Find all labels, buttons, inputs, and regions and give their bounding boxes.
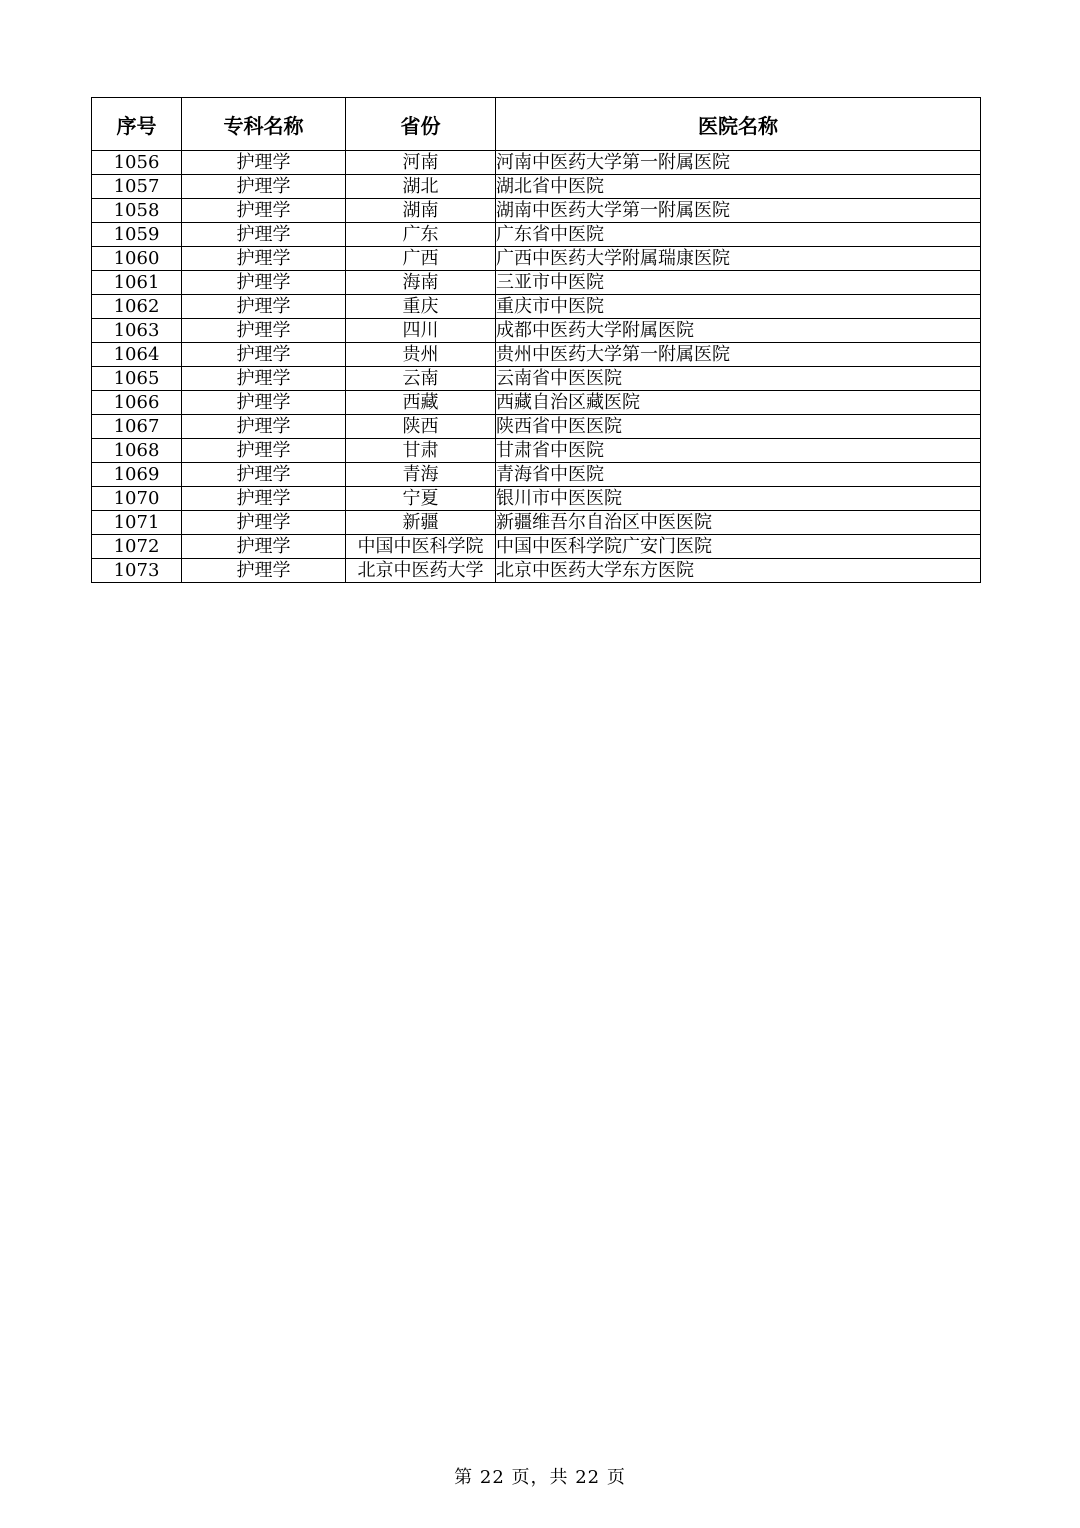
- cell-hospital: 湖南中医药大学第一附属医院: [496, 199, 981, 223]
- table-row: [92, 487, 981, 511]
- cell-index: 1068: [92, 439, 182, 463]
- cell-hospital: 中国中医科学院广安门医院: [496, 535, 981, 559]
- header-hospital: 医院名称: [496, 98, 981, 151]
- cell-province: 湖南: [346, 199, 496, 223]
- cell-hospital: 云南省中医医院: [496, 367, 981, 391]
- cell-province: 北京中医药大学: [346, 559, 496, 583]
- cell-specialty: 护理学: [182, 439, 346, 463]
- cell-hospital: 三亚市中医院: [496, 271, 981, 295]
- cell-province: 湖北: [346, 175, 496, 199]
- page-number: 第 22 页，共 22 页: [454, 1467, 626, 1488]
- header-row: [92, 98, 981, 151]
- table-row: [92, 199, 981, 223]
- cell-hospital: 重庆市中医院: [496, 295, 981, 319]
- cell-index: 1066: [92, 391, 182, 415]
- cell-province: 中国中医科学院: [346, 535, 496, 559]
- cell-province: 青海: [346, 463, 496, 487]
- cell-specialty: 护理学: [182, 535, 346, 559]
- cell-province: 广东: [346, 223, 496, 247]
- cell-index: 1060: [92, 247, 182, 271]
- cell-hospital: 贵州中医药大学第一附属医院: [496, 343, 981, 367]
- cell-specialty: 护理学: [182, 151, 346, 175]
- cell-province: 贵州: [346, 343, 496, 367]
- cell-specialty: 护理学: [182, 415, 346, 439]
- table-row: [92, 319, 981, 343]
- cell-specialty: 护理学: [182, 391, 346, 415]
- hospital-table: [91, 97, 981, 583]
- table-row: [92, 463, 981, 487]
- header-specialty: 专科名称: [182, 98, 346, 151]
- cell-specialty: 护理学: [182, 463, 346, 487]
- cell-index: 1065: [92, 367, 182, 391]
- cell-specialty: 护理学: [182, 319, 346, 343]
- cell-hospital: 甘肃省中医院: [496, 439, 981, 463]
- cell-hospital: 陕西省中医医院: [496, 415, 981, 439]
- cell-index: 1073: [92, 559, 182, 583]
- cell-hospital: 北京中医药大学东方医院: [496, 559, 981, 583]
- cell-hospital: 银川市中医医院: [496, 487, 981, 511]
- cell-province: 宁夏: [346, 487, 496, 511]
- cell-index: 1058: [92, 199, 182, 223]
- header-province: 省份: [346, 98, 496, 151]
- cell-hospital: 广西中医药大学附属瑞康医院: [496, 247, 981, 271]
- cell-specialty: 护理学: [182, 343, 346, 367]
- cell-specialty: 护理学: [182, 199, 346, 223]
- table-row: [92, 511, 981, 535]
- table-row: [92, 271, 981, 295]
- table-row: [92, 439, 981, 463]
- cell-province: 甘肃: [346, 439, 496, 463]
- cell-specialty: 护理学: [182, 223, 346, 247]
- table-row: [92, 391, 981, 415]
- cell-province: 海南: [346, 271, 496, 295]
- cell-province: 重庆: [346, 295, 496, 319]
- cell-index: 1069: [92, 463, 182, 487]
- cell-index: 1071: [92, 511, 182, 535]
- cell-index: 1067: [92, 415, 182, 439]
- cell-specialty: 护理学: [182, 175, 346, 199]
- header-index: 序号: [92, 98, 182, 151]
- table-row: [92, 223, 981, 247]
- cell-hospital: 新疆维吾尔自治区中医医院: [496, 511, 981, 535]
- cell-index: 1063: [92, 319, 182, 343]
- table-row: [92, 559, 981, 583]
- table-row: [92, 175, 981, 199]
- table-row: [92, 343, 981, 367]
- table-row: [92, 295, 981, 319]
- cell-specialty: 护理学: [182, 247, 346, 271]
- cell-specialty: 护理学: [182, 487, 346, 511]
- table-row: [92, 247, 981, 271]
- cell-province: 云南: [346, 367, 496, 391]
- cell-index: 1062: [92, 295, 182, 319]
- cell-province: 西藏: [346, 391, 496, 415]
- table-row: [92, 535, 981, 559]
- cell-specialty: 护理学: [182, 559, 346, 583]
- cell-index: 1059: [92, 223, 182, 247]
- table-body: [92, 151, 981, 583]
- cell-province: 广西: [346, 247, 496, 271]
- table-row: [92, 415, 981, 439]
- table-row: [92, 151, 981, 175]
- cell-province: 四川: [346, 319, 496, 343]
- cell-hospital: 广东省中医院: [496, 223, 981, 247]
- cell-hospital: 西藏自治区藏医院: [496, 391, 981, 415]
- cell-province: 陕西: [346, 415, 496, 439]
- cell-hospital: 青海省中医院: [496, 463, 981, 487]
- cell-index: 1064: [92, 343, 182, 367]
- cell-specialty: 护理学: [182, 367, 346, 391]
- cell-province: 新疆: [346, 511, 496, 535]
- cell-index: 1061: [92, 271, 182, 295]
- table-header: [92, 98, 981, 151]
- cell-hospital: 河南中医药大学第一附属医院: [496, 151, 981, 175]
- cell-index: 1056: [92, 151, 182, 175]
- cell-hospital: 成都中医药大学附属医院: [496, 319, 981, 343]
- cell-index: 1070: [92, 487, 182, 511]
- cell-province: 河南: [346, 151, 496, 175]
- cell-specialty: 护理学: [182, 295, 346, 319]
- cell-specialty: 护理学: [182, 511, 346, 535]
- cell-hospital: 湖北省中医院: [496, 175, 981, 199]
- table-row: [92, 367, 981, 391]
- cell-index: 1057: [92, 175, 182, 199]
- cell-index: 1072: [92, 535, 182, 559]
- cell-specialty: 护理学: [182, 271, 346, 295]
